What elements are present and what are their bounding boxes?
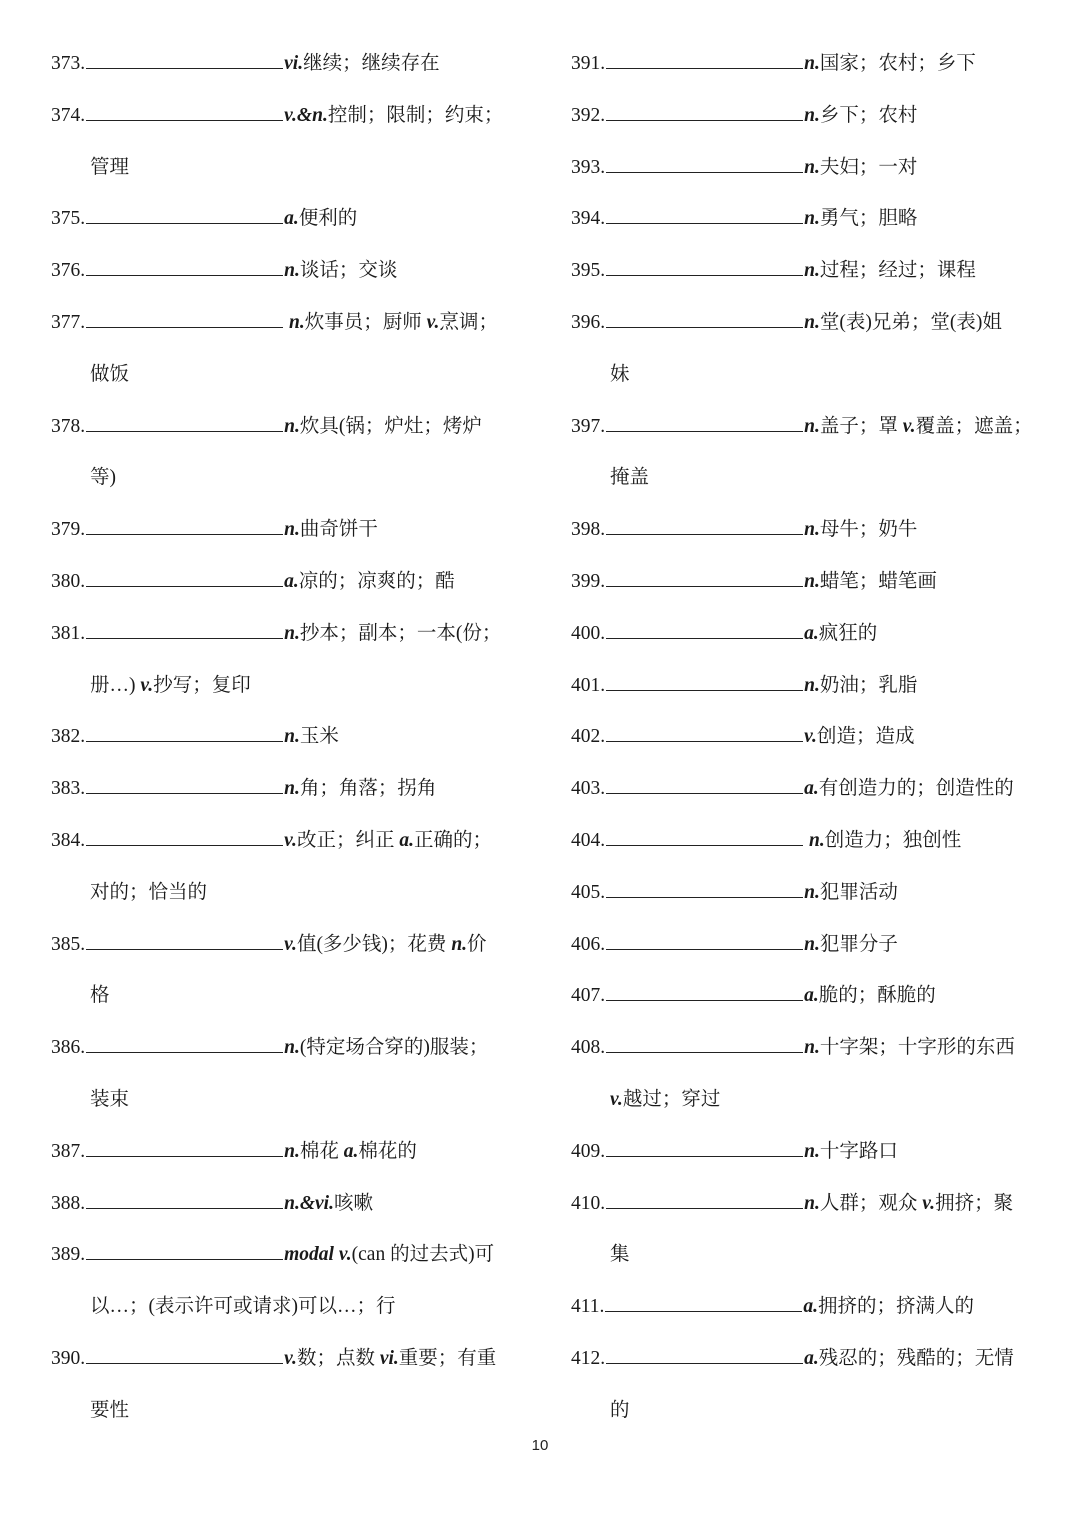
answer-blank[interactable] [86, 257, 283, 276]
entry-number: 376. [51, 260, 86, 282]
entry-number: 412. [571, 1348, 606, 1369]
entry-number: 401. [571, 674, 606, 696]
entry-definition: n.夫妇；一对 [804, 156, 918, 178]
entry-definition: modal v.(can 的过去式)可 [284, 1244, 495, 1266]
part-of-speech-marker: n. [804, 933, 820, 955]
answer-blank[interactable] [606, 827, 803, 846]
vocab-entry [571, 50, 976, 78]
part-of-speech-marker: n. [284, 260, 300, 282]
entry-number: 382. [51, 726, 86, 748]
vocab-entry [571, 1034, 1015, 1062]
answer-blank[interactable] [606, 775, 803, 794]
vocab-entry [571, 309, 1002, 337]
vocab-entry [51, 1241, 494, 1269]
entry-number: 375. [51, 208, 86, 230]
vocab-entry [571, 1138, 898, 1166]
vocab-entry [51, 931, 487, 959]
part-of-speech-marker: v. [284, 1348, 297, 1369]
entry-number: 408. [571, 1037, 606, 1059]
entry-number: 386. [51, 1037, 86, 1059]
answer-blank[interactable] [86, 205, 283, 224]
part-of-speech-marker: n.&vi. [284, 1192, 334, 1214]
vocab-entry [51, 205, 357, 233]
part-of-speech-marker: a. [804, 778, 819, 800]
part-of-speech-marker: a. [804, 622, 819, 644]
entry-number: 378. [51, 415, 86, 437]
vocab-entry [51, 568, 455, 596]
part-of-speech-marker: n. [804, 1037, 820, 1059]
entry-number: 396. [571, 312, 606, 333]
answer-blank[interactable] [86, 1345, 283, 1364]
part-of-speech-marker: n. [284, 1140, 300, 1162]
entry-number: 405. [571, 881, 606, 903]
part-of-speech-marker: n. [804, 1140, 820, 1162]
vocab-entry [51, 620, 501, 648]
entry-definition: n.曲奇饼干 [284, 519, 378, 541]
entry-number: 380. [51, 571, 86, 592]
part-of-speech-marker: a. [804, 1348, 819, 1369]
answer-blank[interactable] [606, 50, 803, 69]
vocab-entry [51, 102, 503, 130]
vocab-entry [51, 413, 482, 441]
part-of-speech-marker: v. [922, 1192, 936, 1214]
part-of-speech-marker: v. [140, 674, 154, 696]
answer-blank[interactable] [606, 309, 803, 328]
entry-definition: n.蜡笔；蜡笔画 [804, 571, 937, 592]
entry-number: 400. [571, 622, 606, 644]
vocab-entry [571, 568, 937, 596]
entry-number: 394. [571, 208, 606, 230]
entry-definition: n.抄本；副本；一本(份； [284, 622, 502, 644]
vocab-entry [571, 102, 917, 130]
answer-blank[interactable] [606, 1190, 803, 1209]
entry-number: 381. [51, 622, 86, 644]
entry-definition: a.疯狂的 [804, 622, 878, 644]
part-of-speech-marker: v. [610, 1089, 623, 1110]
entry-definition: n.角；角落；拐角 [284, 778, 437, 800]
entry-definition-continued: 要性 [90, 1399, 130, 1421]
part-of-speech-marker: a. [343, 1140, 359, 1162]
entry-number: 379. [51, 519, 86, 541]
vocab-entry [51, 1034, 488, 1062]
entry-number: 390. [51, 1348, 86, 1369]
entry-number: 411. [571, 1296, 605, 1318]
part-of-speech-marker: n. [289, 312, 305, 333]
entry-definition: n.犯罪分子 [804, 933, 898, 955]
entry-number: 397. [571, 415, 606, 437]
entry-definition-continued: 册…) v.抄写；复印 [90, 674, 251, 696]
vocab-entry [571, 982, 936, 1010]
vocab-entry [51, 1138, 417, 1166]
vocab-entry [51, 1190, 373, 1218]
vocab-entry [571, 1293, 974, 1321]
part-of-speech-marker: v. [804, 726, 817, 748]
entry-definition: n.堂(表)兄弟；堂(表)姐 [804, 312, 1002, 333]
entry-definition: n.炊具(锅；炉灶；烤炉 [284, 415, 482, 437]
entry-definition-continued: 妹 [610, 363, 630, 385]
part-of-speech-marker: n. [804, 53, 820, 74]
entry-definition: a.便利的 [284, 208, 358, 230]
entry-definition: n.盖子；罩 v.覆盖；遮盖； [804, 415, 1033, 437]
entry-number: 385. [51, 933, 86, 955]
answer-blank[interactable] [606, 1138, 803, 1157]
part-of-speech-marker: a. [804, 985, 819, 1007]
vocab-entry [51, 827, 492, 855]
part-of-speech-marker: v. [426, 312, 440, 333]
part-of-speech-marker: n. [804, 208, 820, 230]
entry-definition-continued: 装束 [90, 1089, 130, 1110]
answer-blank[interactable] [86, 568, 283, 587]
entry-definition-continued: 以…；(表示许可或请求)可以…；行 [90, 1296, 396, 1318]
answer-blank[interactable] [605, 1293, 802, 1312]
entry-definition: n.人群；观众 v.拥挤；聚 [804, 1192, 1014, 1214]
part-of-speech-marker: n. [284, 519, 300, 541]
entry-definition: v.创造；造成 [804, 726, 915, 748]
entry-definition: v.&n.控制；限制；约束； [284, 104, 504, 126]
entry-definition: n.创造力；独创性 [809, 830, 962, 851]
entry-definition: v.改正；纠正 a.正确的； [284, 830, 492, 851]
answer-blank[interactable] [86, 1190, 283, 1209]
vocab-entry [51, 723, 339, 751]
answer-blank[interactable] [86, 775, 283, 794]
entry-definition-continued: 格 [90, 985, 110, 1007]
answer-blank[interactable] [86, 516, 283, 535]
answer-blank[interactable] [86, 50, 283, 69]
entry-definition: n.炊事员；厨师 v.烹调； [289, 312, 498, 333]
vocab-entry [571, 1345, 1014, 1373]
vocab-entry [51, 516, 378, 544]
entry-number: 389. [51, 1244, 86, 1266]
answer-blank[interactable] [86, 931, 283, 950]
part-of-speech-marker: vi. [379, 1348, 399, 1369]
entry-definition: n.谈话；交谈 [284, 260, 398, 282]
answer-blank[interactable] [86, 1241, 283, 1260]
entry-definition: n.十字路口 [804, 1140, 898, 1162]
entry-number: 403. [571, 778, 606, 800]
entry-number: 377. [51, 312, 86, 333]
vocab-entry [51, 1345, 496, 1373]
entry-definition: n.犯罪活动 [804, 881, 898, 903]
vocab-entry [571, 879, 898, 907]
entry-definition-continued: 集 [610, 1244, 630, 1266]
entry-definition: vi.继续；继续存在 [284, 53, 440, 74]
part-of-speech-marker: n. [284, 1037, 300, 1059]
entry-definition: n.&vi.咳嗽 [284, 1192, 373, 1214]
entry-definition: a.脆的；酥脆的 [804, 985, 936, 1007]
answer-blank[interactable] [86, 102, 283, 121]
part-of-speech-marker: a. [284, 571, 299, 592]
entry-number: 404. [571, 830, 606, 851]
vocab-entry [571, 827, 961, 855]
answer-blank[interactable] [86, 827, 283, 846]
part-of-speech-marker: v. [284, 933, 297, 955]
vocab-entry [51, 257, 397, 285]
entry-number: 410. [571, 1192, 606, 1214]
entry-definition-continued: v.越过；穿过 [610, 1089, 721, 1110]
entry-number: 391. [571, 53, 606, 74]
vocab-entry [571, 257, 976, 285]
entry-definition: v.值(多少钱)；花费 n.价 [284, 933, 487, 955]
part-of-speech-marker: a. [284, 208, 299, 230]
entry-definition: n.乡下；农村 [804, 104, 918, 126]
entry-definition-continued: 管理 [90, 156, 130, 178]
entry-definition: a.凉的；凉爽的；酷 [284, 571, 455, 592]
entry-definition: n.玉米 [284, 726, 339, 748]
entry-definition: n.母牛；奶牛 [804, 519, 918, 541]
entry-definition: a.残忍的；残酷的；无情 [804, 1348, 1014, 1369]
part-of-speech-marker: n. [804, 519, 820, 541]
answer-blank[interactable] [606, 1034, 803, 1053]
vocab-entry [571, 1190, 1013, 1218]
entry-number: 398. [571, 519, 606, 541]
entry-definition: n.奶油；乳脂 [804, 674, 918, 696]
entry-number: 388. [51, 1192, 86, 1214]
answer-blank[interactable] [606, 257, 803, 276]
part-of-speech-marker: n. [804, 674, 820, 696]
part-of-speech-marker: a. [803, 1296, 819, 1318]
entry-number: 392. [571, 104, 606, 126]
answer-blank[interactable] [86, 413, 283, 432]
part-of-speech-marker: n. [284, 778, 300, 800]
part-of-speech-marker: n. [804, 312, 820, 333]
entry-number: 373. [51, 53, 86, 74]
entry-definition: a.拥挤的；挤满人的 [803, 1296, 975, 1318]
entry-number: 409. [571, 1140, 606, 1162]
answer-blank[interactable] [606, 205, 803, 224]
entry-definition: v.数；点数 vi.重要；有重 [284, 1348, 497, 1369]
vocab-entry [571, 413, 1033, 441]
answer-blank[interactable] [606, 516, 803, 535]
part-of-speech-marker: n. [804, 260, 820, 282]
entry-definition-continued: 等) [90, 467, 116, 489]
entry-definition: n.勇气；胆略 [804, 208, 918, 230]
part-of-speech-marker: n. [804, 104, 820, 126]
answer-blank[interactable] [86, 620, 283, 639]
entry-number: 387. [51, 1140, 86, 1162]
answer-blank[interactable] [606, 568, 803, 587]
entry-number: 407. [571, 985, 606, 1007]
entry-number: 374. [51, 104, 86, 126]
answer-blank[interactable] [606, 154, 803, 173]
answer-blank[interactable] [606, 1345, 803, 1364]
entry-number: 383. [51, 778, 86, 800]
entry-definition-continued: 对的；恰当的 [90, 881, 208, 903]
entry-definition: n.(特定场合穿的)服装； [284, 1037, 489, 1059]
answer-blank[interactable] [86, 309, 283, 328]
vocab-entry [571, 931, 898, 959]
part-of-speech-marker: n. [809, 830, 825, 851]
entry-definition: a.有创造力的；创造性的 [804, 778, 1014, 800]
part-of-speech-marker: n. [804, 571, 820, 592]
vocab-entry [571, 672, 917, 700]
entry-definition: n.过程；经过；课程 [804, 260, 976, 282]
answer-blank[interactable] [606, 723, 803, 742]
entry-number: 402. [571, 726, 606, 748]
vocab-entry [571, 620, 877, 648]
part-of-speech-marker: a. [399, 830, 414, 851]
vocab-entry [571, 723, 914, 751]
part-of-speech-marker: n. [804, 156, 820, 178]
answer-blank[interactable] [606, 413, 803, 432]
vocab-entry [51, 50, 440, 78]
vocab-entry [51, 309, 498, 337]
entry-definition-continued: 的 [610, 1399, 630, 1421]
answer-blank[interactable] [86, 723, 283, 742]
part-of-speech-marker: modal v. [284, 1244, 352, 1266]
part-of-speech-marker: n. [804, 415, 820, 437]
answer-blank[interactable] [86, 1138, 283, 1157]
entry-definition: n.十字架；十字形的东西 [804, 1037, 1015, 1059]
entry-definition: n.棉花 a.棉花的 [284, 1140, 417, 1162]
part-of-speech-marker: n. [451, 933, 468, 955]
answer-blank[interactable] [606, 102, 803, 121]
entry-definition-continued: 掩盖 [610, 467, 650, 489]
entry-number: 395. [571, 260, 606, 282]
vocab-entry [51, 775, 436, 803]
answer-blank[interactable] [86, 1034, 283, 1053]
part-of-speech-marker: v. [284, 830, 297, 851]
entry-number: 393. [571, 156, 606, 178]
part-of-speech-marker: n. [284, 415, 300, 437]
vocab-entry [571, 154, 917, 182]
part-of-speech-marker: n. [284, 622, 300, 644]
answer-blank[interactable] [606, 982, 803, 1001]
part-of-speech-marker: v.&n. [284, 104, 328, 126]
part-of-speech-marker: v. [902, 415, 916, 437]
answer-blank[interactable] [606, 620, 803, 639]
part-of-speech-marker: vi. [284, 53, 304, 74]
vocab-entry [571, 775, 1014, 803]
part-of-speech-marker: n. [804, 881, 820, 903]
answer-blank[interactable] [606, 879, 803, 898]
entry-number: 399. [571, 571, 606, 592]
entry-definition-continued: 做饭 [90, 363, 130, 385]
vocab-entry [571, 205, 917, 233]
vocab-entry [571, 516, 917, 544]
answer-blank[interactable] [606, 672, 803, 691]
part-of-speech-marker: n. [284, 726, 300, 748]
entry-number: 406. [571, 933, 606, 955]
page-number: 10 [531, 1437, 549, 1454]
entry-number: 384. [51, 830, 86, 851]
answer-blank[interactable] [606, 931, 803, 950]
part-of-speech-marker: n. [804, 1192, 820, 1214]
entry-definition: n.国家；农村；乡下 [804, 53, 976, 74]
